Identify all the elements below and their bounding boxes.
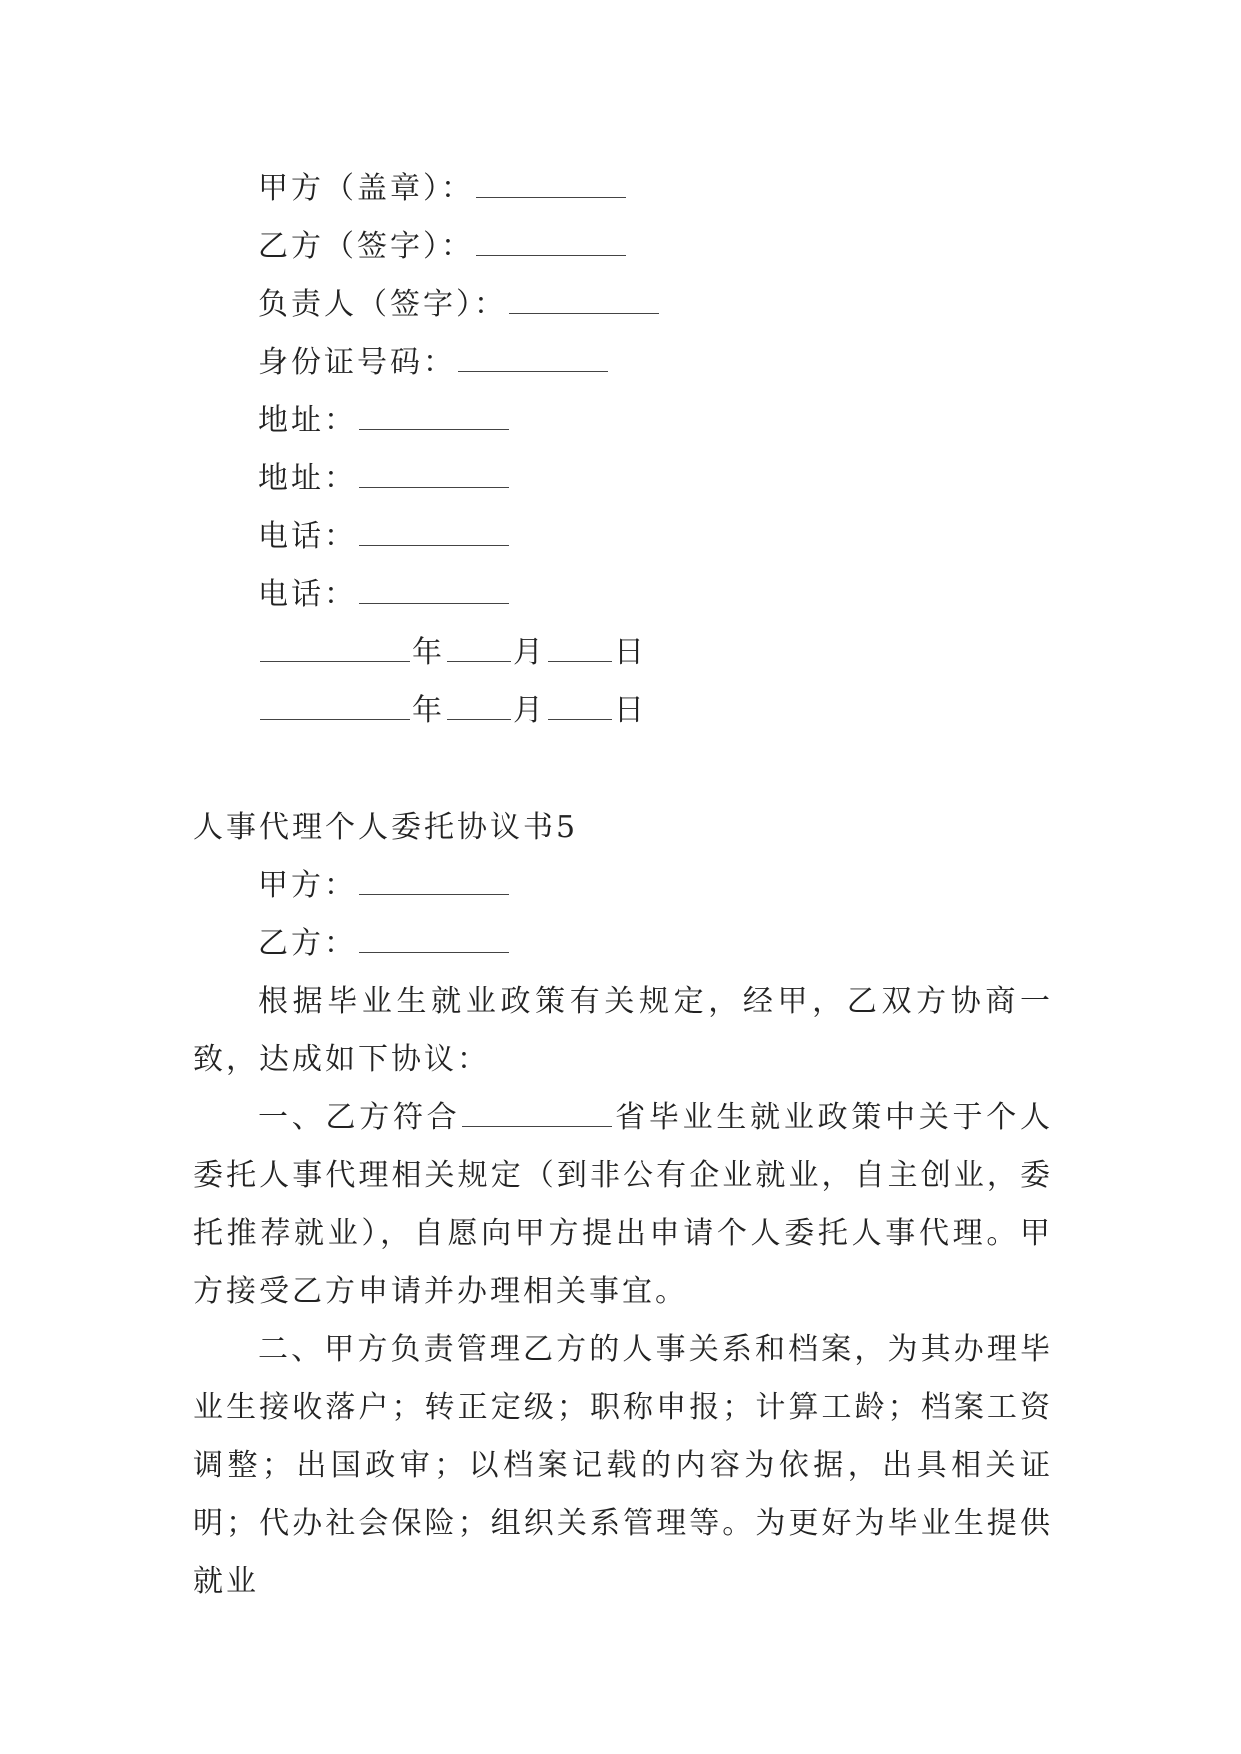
- address-line-2: [258, 459, 511, 499]
- party-a-seal-label: 甲方（盖章）：: [258, 171, 474, 206]
- year-label-2: 年: [412, 693, 445, 728]
- clause-1-rest: 省毕业生就业政策中关于个人委托人事代理相关规定（到非公有企业就业，自主创业，委托推荐就业），自愿向甲方提出申请个人委托人事代理。甲方接受乙方申请并办理相关事宜。: [193, 1100, 1054, 1309]
- phone-label-2: 电话：: [258, 577, 357, 612]
- month-blank-2: [447, 697, 511, 720]
- party-b-sign-label: 乙方（签字）：: [258, 229, 474, 264]
- month-blank-1: [447, 639, 511, 662]
- id-number-blank: [458, 349, 608, 372]
- agreement-title: 人事代理个人委托协议书5: [193, 810, 579, 845]
- year-label-1: 年: [412, 635, 445, 670]
- id-number-label: 身份证号码：: [258, 345, 456, 380]
- agreement-party-a-label: 甲方：: [258, 868, 357, 903]
- agreement-party-b-label: 乙方：: [258, 926, 357, 961]
- date-line-1: [258, 633, 647, 673]
- clause-1: [193, 1089, 1053, 1321]
- address-line-1: [258, 401, 511, 441]
- phone-blank-2: [359, 581, 509, 604]
- address-label-1: 地址：: [258, 403, 357, 438]
- party-b-sign-line: [258, 227, 628, 267]
- day-label-1: 日: [614, 635, 647, 670]
- id-number-line: [258, 343, 610, 383]
- agreement-party-a-blank: [359, 872, 509, 895]
- leader-sign-label: 负责人（签字）：: [258, 287, 507, 322]
- party-a-seal-line: [258, 169, 628, 209]
- party-b-sign-blank: [476, 233, 626, 256]
- phone-label-1: 电话：: [258, 519, 357, 554]
- agreement-party-a-line: [258, 866, 511, 906]
- year-blank-2: [260, 697, 410, 720]
- agreement-intro: 根据毕业生就业政策有关规定，经甲，乙双方协商一致，达成如下协议：: [193, 984, 1053, 1077]
- day-label-2: 日: [614, 693, 647, 728]
- day-blank-2: [548, 697, 612, 720]
- clause-2: 二、甲方负责管理乙方的人事关系和档案，为其办理毕业生接收落户；转正定级；职称申报；计算工龄；档案工资调整；出国政审；以档案记载的内容为依据，出具相关证明；代办社会保险；组织关系管理等。为更好为毕业生提供就业: [193, 1332, 1053, 1599]
- phone-line-2: [258, 575, 511, 615]
- address-label-2: 地址：: [258, 461, 357, 496]
- address-blank-1: [359, 407, 509, 430]
- party-a-seal-blank: [476, 175, 626, 198]
- year-blank-1: [260, 639, 410, 662]
- address-blank-2: [359, 465, 509, 488]
- agreement-party-b-blank: [359, 930, 509, 953]
- clause-1-start: 一、乙方符合: [258, 1100, 461, 1135]
- leader-sign-line: [258, 285, 661, 325]
- date-line-2: [258, 691, 647, 731]
- month-label-1: 月: [513, 635, 546, 670]
- leader-sign-blank: [509, 291, 659, 314]
- province-blank: [462, 1104, 612, 1127]
- phone-line-1: [258, 517, 511, 557]
- month-label-2: 月: [513, 693, 546, 728]
- agreement-party-b-line: [258, 924, 511, 964]
- phone-blank-1: [359, 523, 509, 546]
- day-blank-1: [548, 639, 612, 662]
